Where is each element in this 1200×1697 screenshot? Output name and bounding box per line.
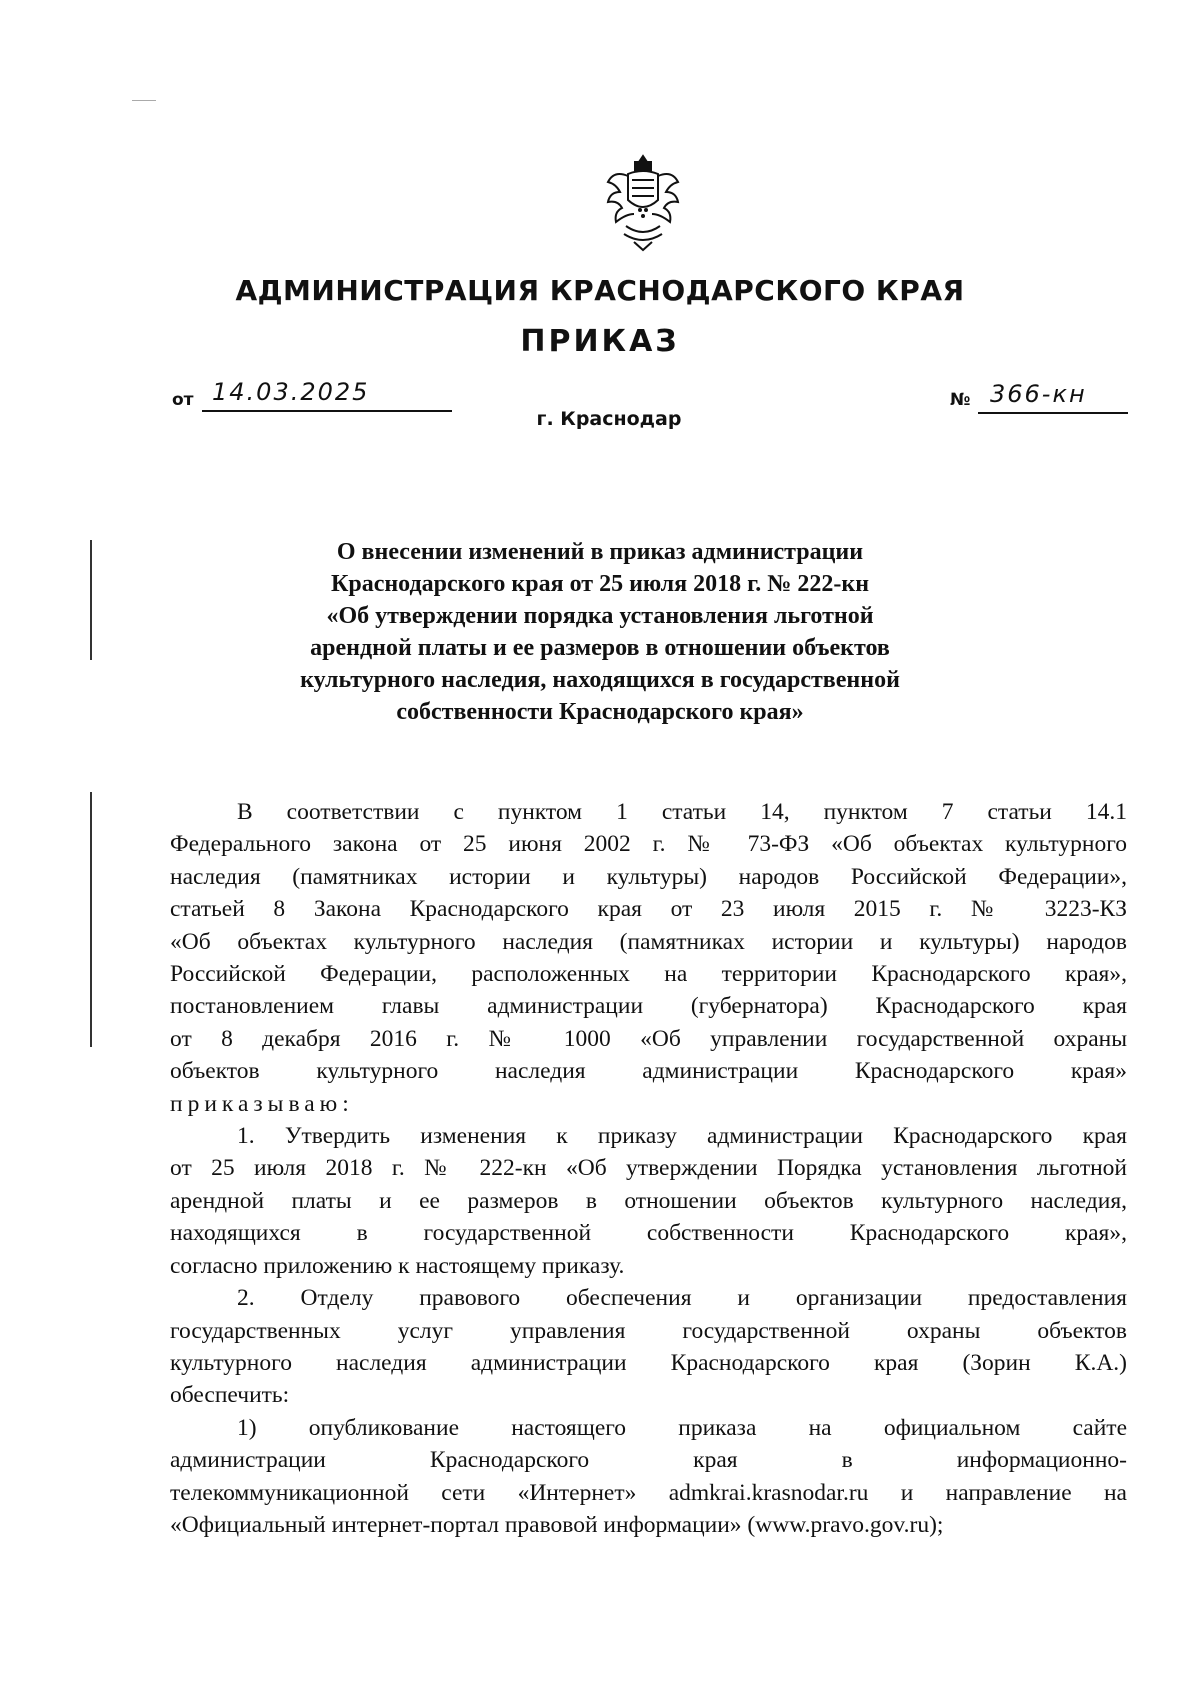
- margin-mark: [90, 792, 92, 1047]
- body-line: «Об объектах культурного наследия (памятниках истории и культуры) народов: [170, 928, 1127, 955]
- body-line: 2. Отделу правового обеспечения и организации предоставления: [237, 1285, 1127, 1312]
- city: г. Краснодар: [536, 408, 682, 430]
- date-handwritten: 14.03.2025: [212, 378, 370, 406]
- subject-line: Краснодарского края от 25 июля 2018 г. № 222-кн: [330, 571, 870, 597]
- document-type: ПРИКАЗ: [520, 324, 680, 359]
- number-handwritten: 366-кн: [990, 380, 1087, 408]
- coat-of-arms-emblem: [604, 152, 682, 252]
- document-subject: [240, 536, 960, 728]
- body-line: постановлением главы администрации (губернатора) Краснодарского края: [170, 993, 1127, 1020]
- body-line: государственных услуг управления государственной охраны объектов: [170, 1317, 1127, 1344]
- date-label: от: [172, 390, 194, 410]
- body-line: 1) опубликование настоящего приказа на официальном сайте: [237, 1414, 1127, 1441]
- organization-title: АДМИНИСТРАЦИЯ КРАСНОДАРСКОГО КРАЯ: [235, 274, 965, 307]
- body-line: согласно приложению к настоящему приказу.: [170, 1252, 625, 1279]
- body-line: находящихся в государственной собственности Краснодарского края»,: [170, 1220, 1127, 1247]
- body-line-decree: приказываю:: [170, 1090, 354, 1117]
- body-line: Федерального закона от 25 июня 2002 г. № 73-ФЗ «Об объектах культурного: [170, 831, 1127, 858]
- body-line: В соответствии с пунктом 1 статьи 14, пунктом 7 статьи 14.1: [237, 799, 1127, 825]
- subject-line: «Об утверждении порядка установления льготной: [326, 603, 874, 629]
- subject-line: собственности Краснодарского края»: [396, 699, 804, 725]
- body-line: обеспечить:: [170, 1382, 290, 1409]
- number-label: №: [950, 390, 971, 410]
- body-line: Российской Федерации, расположенных на территории Краснодарского края»,: [170, 961, 1127, 988]
- body-line: от 25 июля 2018 г. № 222-кн «Об утверждении Порядка установления льготной: [170, 1155, 1127, 1182]
- body-line: «Официальный интернет-портал правовой информации» (www.pravo.gov.ru);: [170, 1511, 944, 1538]
- body-line: наследия (памятниках истории и культуры) народов Российской Федерации»,: [170, 863, 1127, 890]
- scan-artifact: [132, 100, 156, 101]
- body-line: арендной платы и ее размеров в отношении объектов культурного наследия,: [170, 1187, 1127, 1214]
- body-line: администрации Краснодарского края в информационно-: [170, 1447, 1127, 1474]
- body-line: 1. Утвердить изменения к приказу администрации Краснодарского края: [237, 1123, 1127, 1150]
- document-body: [170, 796, 1127, 1541]
- margin-mark: [90, 540, 92, 660]
- subject-line: арендной платы и ее размеров в отношении объектов: [310, 635, 890, 661]
- subject-line: О внесении изменений в приказ администрации: [336, 539, 864, 565]
- body-line: объектов культурного наследия администрации Краснодарского края»: [170, 1058, 1127, 1085]
- body-line: статьей 8 Закона Краснодарского края от 23 июля 2015 г. № 3223-КЗ: [170, 896, 1127, 923]
- body-line: телекоммуникационной сети «Интернет» admkrai.krasnodar.ru и направление на: [170, 1479, 1127, 1506]
- body-line: от 8 декабря 2016 г. № 1000 «Об управлении государственной охраны: [170, 1025, 1127, 1052]
- body-line: культурного наследия администрации Краснодарского края (Зорин К.А.): [170, 1349, 1127, 1376]
- subject-line: культурного наследия, находящихся в государственной: [300, 667, 900, 693]
